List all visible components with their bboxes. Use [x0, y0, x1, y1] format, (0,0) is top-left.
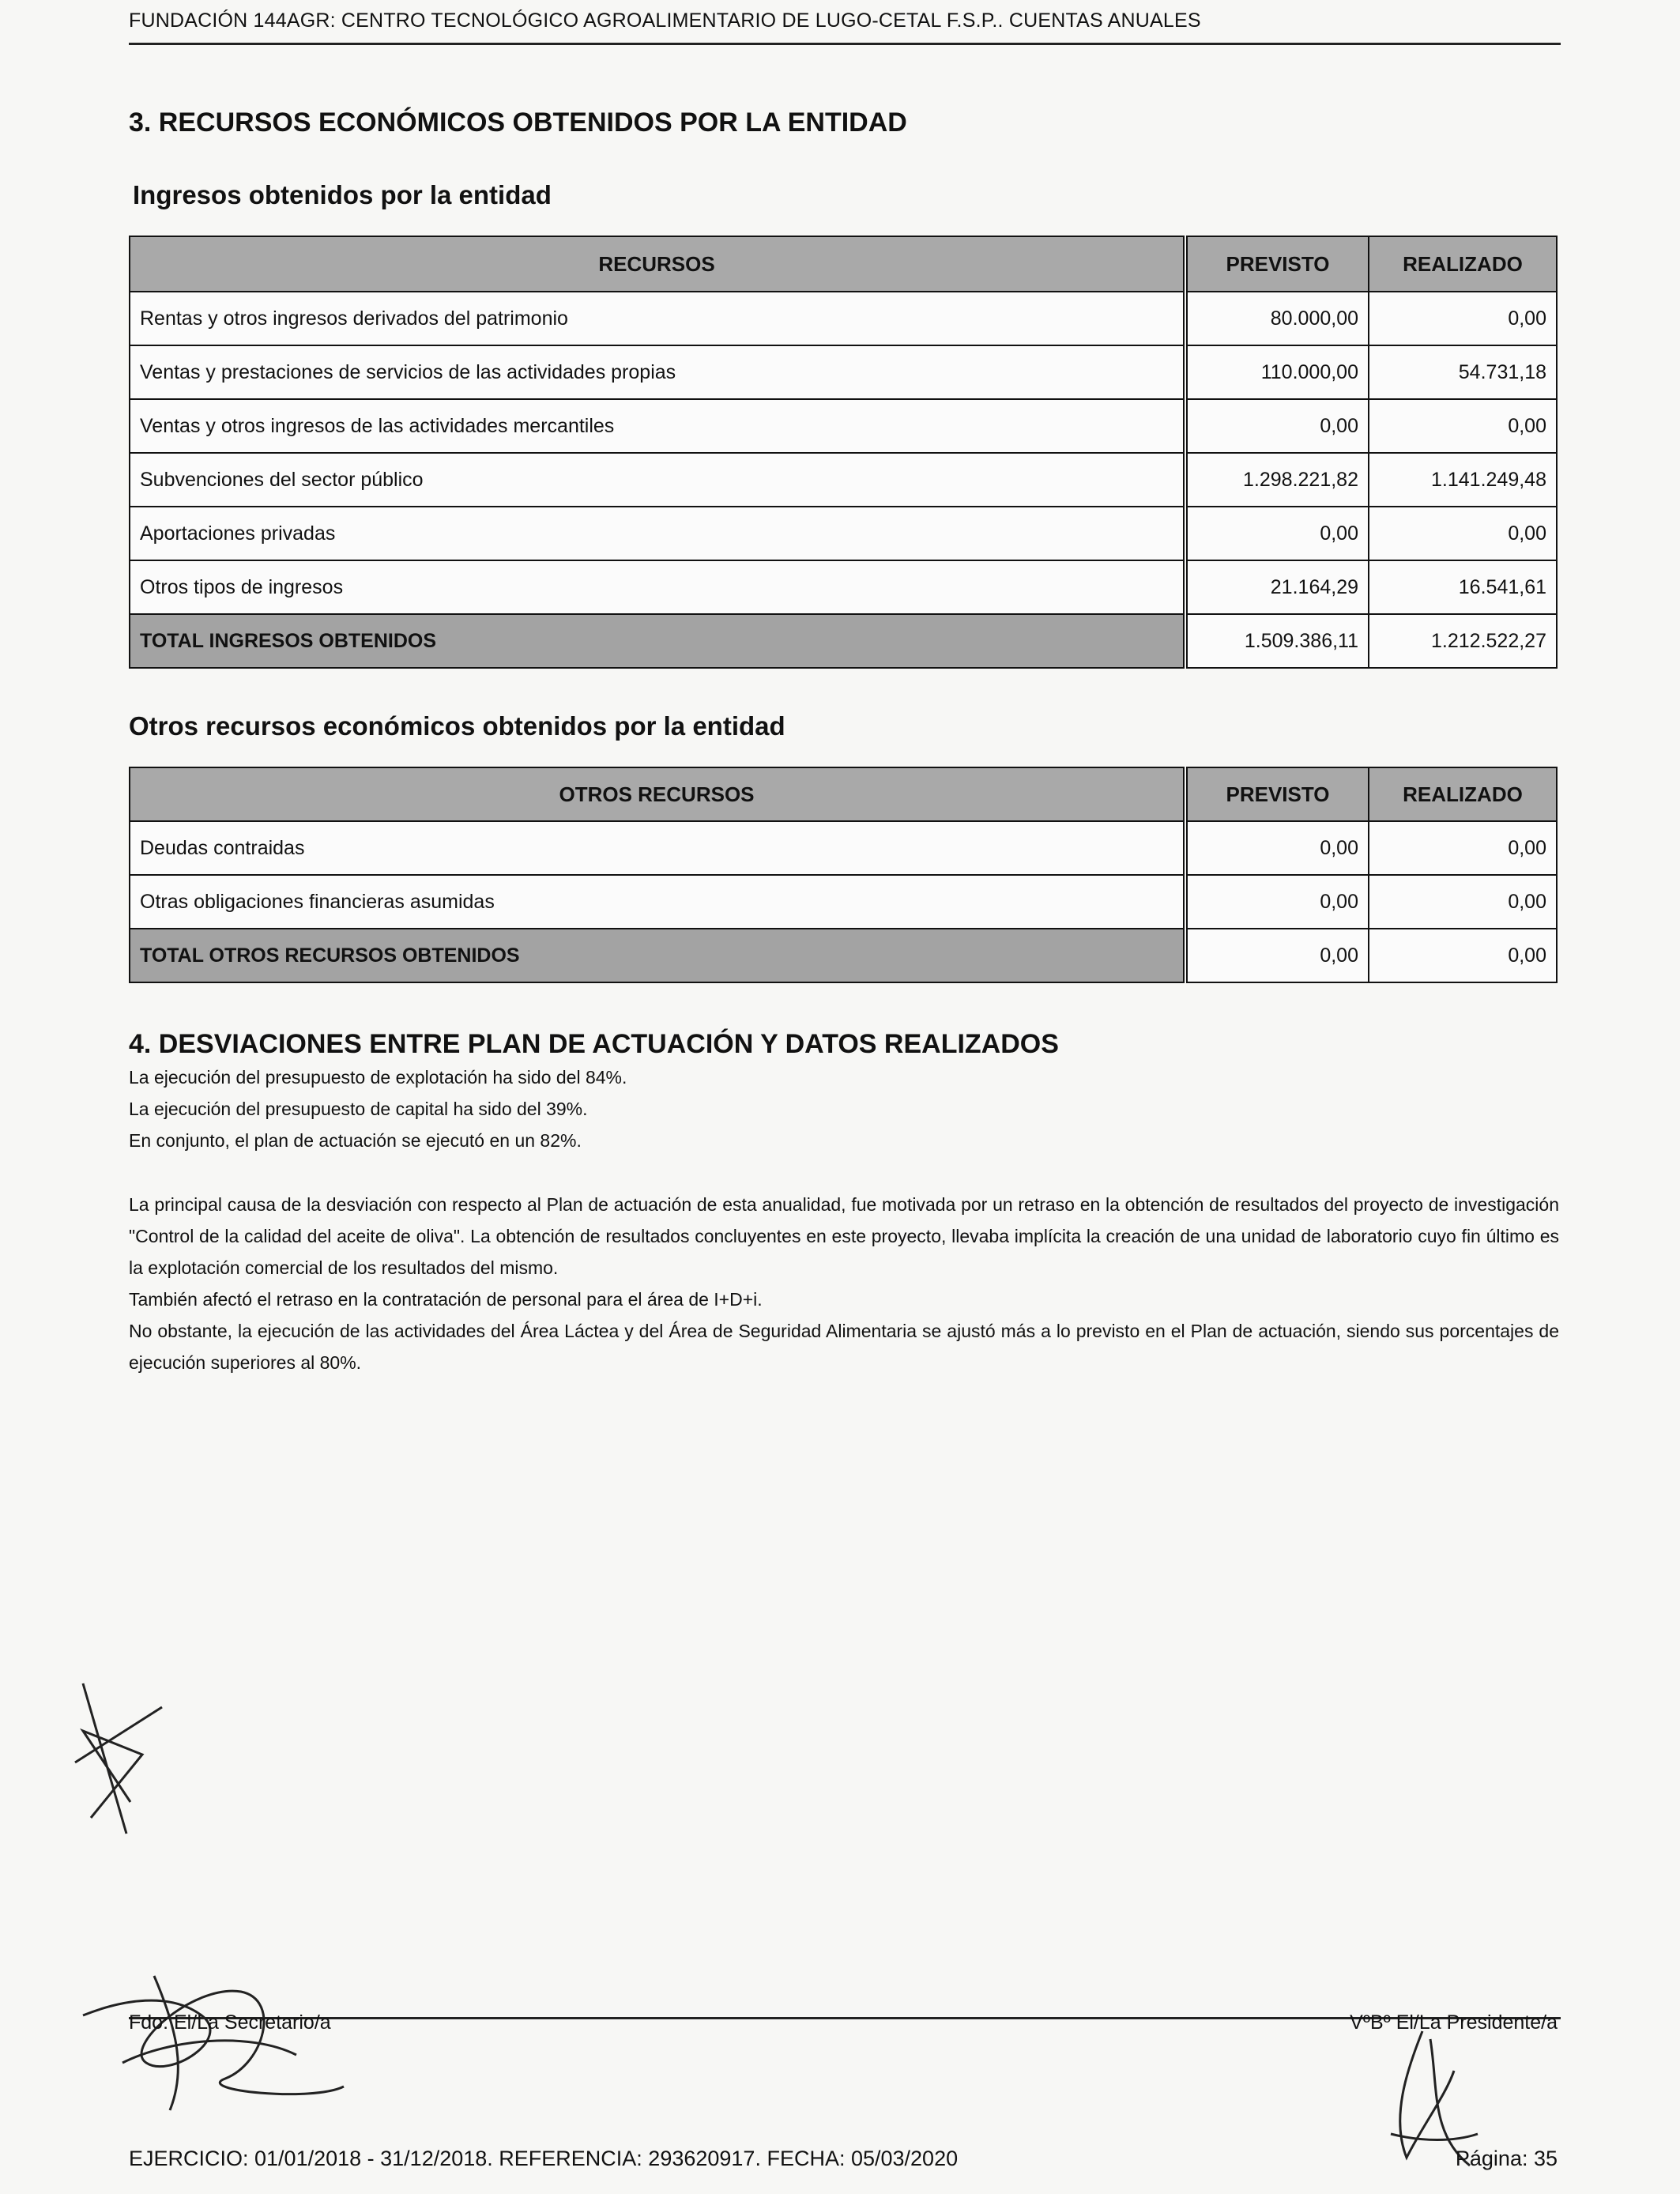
secretary-signature — [75, 1968, 360, 2118]
document-reference: EJERCICIO: 01/01/2018 - 31/12/2018. REFERENCIA: 293620917. FECHA: 05/03/2020 — [129, 2147, 959, 2170]
col-realizado-header: REALIZADO — [1369, 767, 1557, 821]
otros-recursos-subtitle: Otros recursos económicos obtenidos por la entidad — [129, 711, 785, 741]
header-divider — [129, 43, 1561, 45]
col-previsto-header: PREVISTO — [1187, 767, 1369, 821]
total-label: TOTAL INGRESOS OBTENIDOS — [130, 614, 1184, 668]
signature-scribble-left — [67, 1660, 178, 1849]
row-label: Otros tipos de ingresos — [130, 560, 1184, 614]
row-realizado: 1.141.249,48 — [1369, 453, 1557, 507]
execution-line-conjunto: En conjunto, el plan de actuación se ejecutó en un 82%. — [129, 1130, 582, 1151]
row-realizado: 54.731,18 — [1369, 345, 1557, 399]
row-realizado: 0,00 — [1369, 875, 1557, 929]
execution-line-capital: La ejecución del presupuesto de capital ha sido del 39%. — [129, 1099, 588, 1119]
otros-table-header — [130, 767, 1557, 821]
row-label: Deudas contraidas — [130, 821, 1184, 875]
total-realizado: 0,00 — [1369, 929, 1557, 982]
col-otros-recursos-header: OTROS RECURSOS — [130, 767, 1184, 821]
table-row — [130, 399, 1557, 453]
table-row — [130, 821, 1557, 875]
row-realizado: 0,00 — [1369, 507, 1557, 560]
deviation-paragraph-personal: También afectó el retraso en la contratación de personal para el área de I+D+i. — [129, 1289, 763, 1310]
col-realizado-header: REALIZADO — [1369, 236, 1557, 292]
execution-line-explotacion: La ejecución del presupuesto de explotación ha sido del 84%. — [129, 1067, 627, 1088]
section-4-title: 4. DESVIACIONES ENTRE PLAN DE ACTUACIÓN Y DATOS REALIZADOS — [129, 1029, 1059, 1059]
row-label: Aportaciones privadas — [130, 507, 1184, 560]
total-previsto: 0,00 — [1187, 929, 1369, 982]
row-realizado: 0,00 — [1369, 292, 1557, 345]
otros-recursos-table — [129, 767, 1558, 983]
document-header: FUNDACIÓN 144AGR: CENTRO TECNOLÓGICO AGROALIMENTARIO DE LUGO-CETAL F.S.P.. CUENTAS ANUALES — [129, 9, 1201, 32]
col-previsto-header: PREVISTO — [1187, 236, 1369, 292]
table-row — [130, 292, 1557, 345]
total-previsto: 1.509.386,11 — [1187, 614, 1369, 668]
row-previsto: 0,00 — [1187, 821, 1369, 875]
row-previsto: 110.000,00 — [1187, 345, 1369, 399]
deviation-paragraph: La principal causa de la desviación con respecto al Plan de actuación de esta anualidad, fue motivada por un retraso en la obtención de resultados del proyecto de investigación "Control de la calidad del aceite de oliva". La obtención de resultados concluyentes en este proyecto, llevaba implícita la creación de una unidad de laboratorio cuyo fin último es la explotación comercial de los resultados del mismo. — [129, 1194, 1559, 1278]
row-previsto: 80.000,00 — [1187, 292, 1369, 345]
table-row — [130, 507, 1557, 560]
total-row — [130, 929, 1557, 982]
total-row — [130, 614, 1557, 668]
ingresos-subtitle: Ingresos obtenidos por la entidad — [133, 180, 552, 209]
secretary-label: Fdo: El/La Secretario/a — [129, 2011, 331, 2034]
row-realizado: 0,00 — [1369, 821, 1557, 875]
ingresos-table-header — [130, 236, 1557, 292]
section-3-title: 3. RECURSOS ECONÓMICOS OBTENIDOS POR LA ENTIDAD — [129, 107, 907, 138]
total-realizado: 1.212.522,27 — [1369, 614, 1557, 668]
row-realizado: 0,00 — [1369, 399, 1557, 453]
president-label: VºBº El/La Presidente/a — [1350, 2011, 1558, 2034]
ingresos-table — [129, 236, 1558, 669]
total-label: TOTAL OTROS RECURSOS OBTENIDOS — [130, 929, 1184, 982]
table-row — [130, 345, 1557, 399]
footer-divider — [129, 2017, 1561, 2019]
table-row — [130, 453, 1557, 507]
row-previsto: 0,00 — [1187, 399, 1369, 453]
row-label: Otras obligaciones financieras asumidas — [130, 875, 1184, 929]
row-label: Subvenciones del sector público — [130, 453, 1184, 507]
row-realizado: 16.541,61 — [1369, 560, 1557, 614]
row-previsto: 1.298.221,82 — [1187, 453, 1369, 507]
row-label: Ventas y otros ingresos de las actividades mercantiles — [130, 399, 1184, 453]
row-previsto: 0,00 — [1187, 875, 1369, 929]
table-row — [130, 560, 1557, 614]
deviation-paragraph-areas: No obstante, la ejecución de las actividades del Área Láctea y del Área de Seguridad Alimentaria se ajustó más a lo previsto en el Plan de actuación, siendo sus porcentajes de ejecución superiores al 80%. — [129, 1321, 1559, 1373]
row-label: Ventas y prestaciones de servicios de las actividades propias — [130, 345, 1184, 399]
row-previsto: 0,00 — [1187, 507, 1369, 560]
page-number: Página: 35 — [1455, 2147, 1558, 2170]
table-row — [130, 875, 1557, 929]
row-label: Rentas y otros ingresos derivados del patrimonio — [130, 292, 1184, 345]
row-previsto: 21.164,29 — [1187, 560, 1369, 614]
col-recursos-header: RECURSOS — [130, 236, 1184, 292]
